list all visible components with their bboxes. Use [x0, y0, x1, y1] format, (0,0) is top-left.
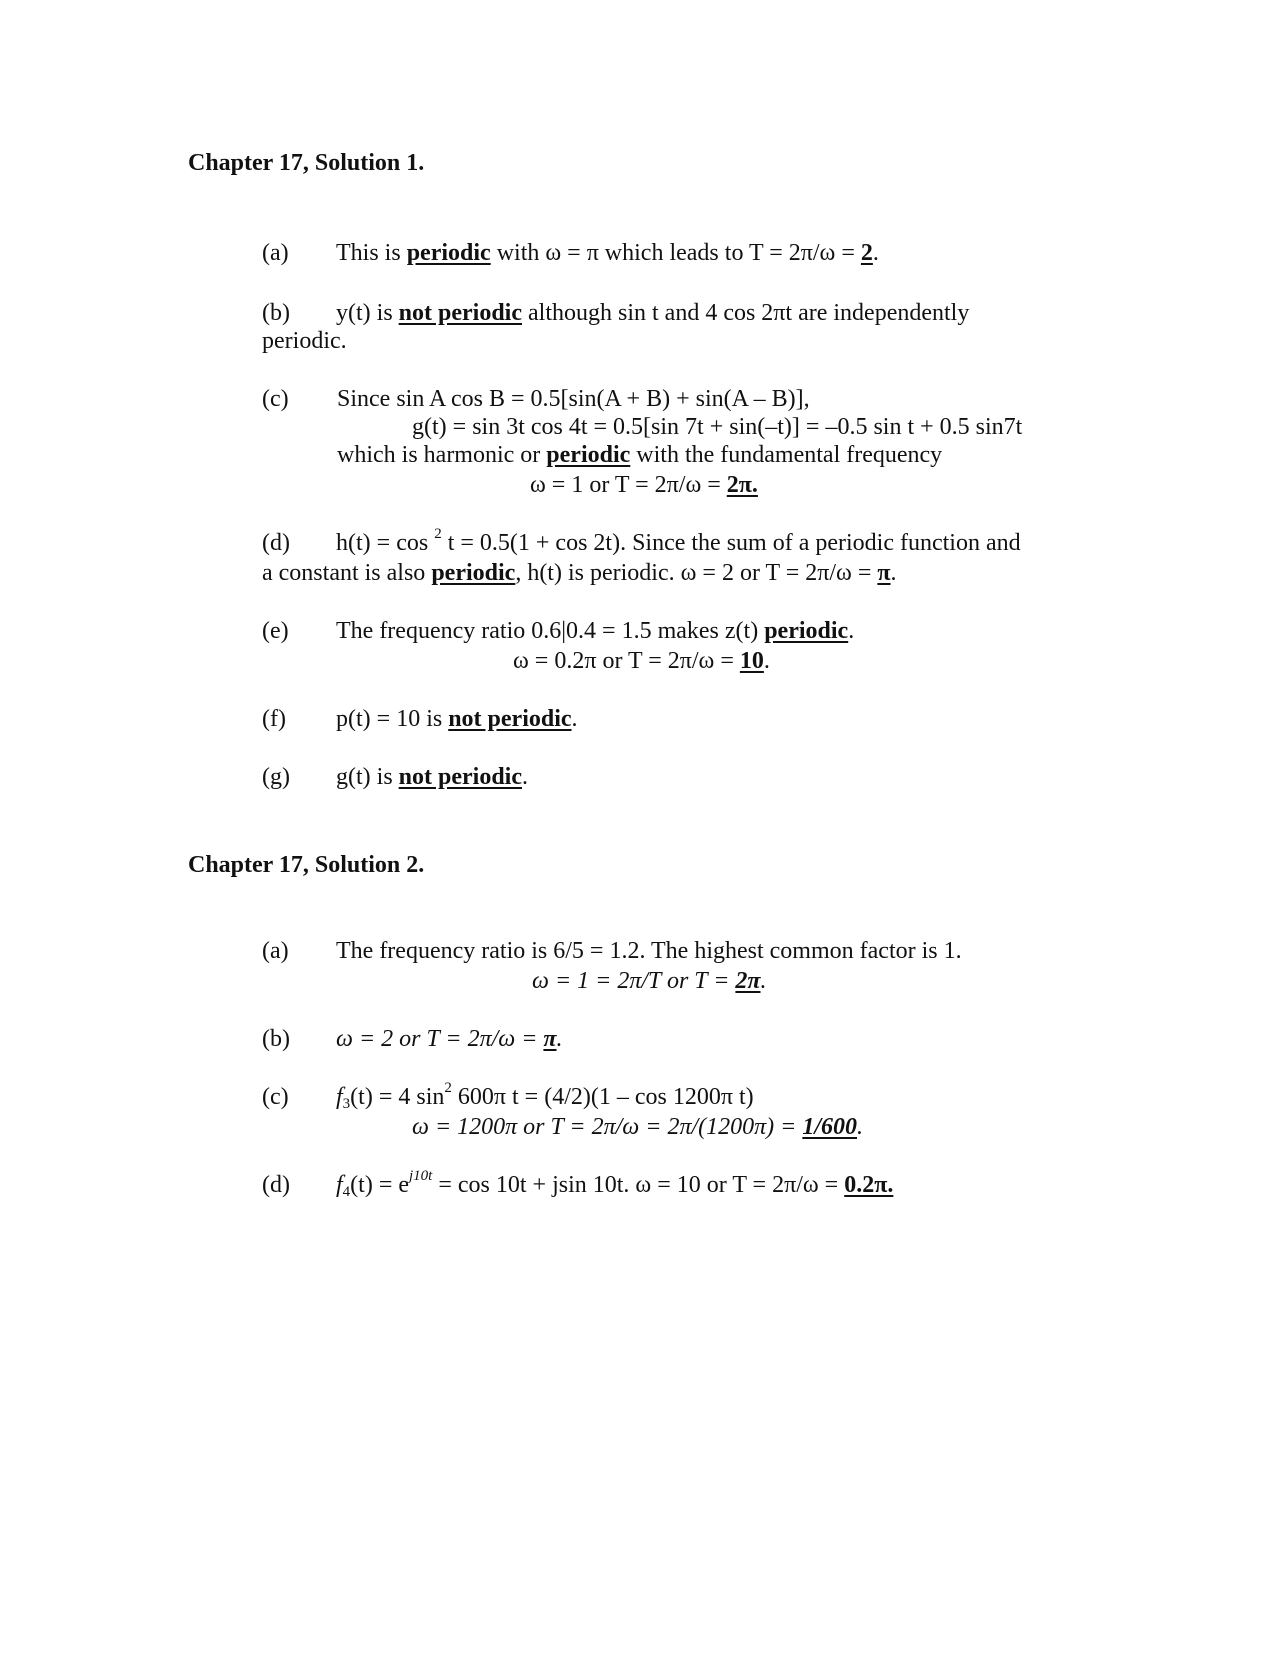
s2-part-b-text: ω = 2 or T = 2π/ω = π.	[336, 1026, 563, 1052]
s1-part-g-text: g(t) is not periodic.	[336, 764, 528, 790]
s1-part-e-text: The frequency ratio 0.6|0.4 = 1.5 makes z(t) periodic.	[336, 618, 855, 644]
solution-2-heading: Chapter 17, Solution 2.	[188, 852, 425, 878]
part-c-label: (c)	[262, 386, 289, 412]
part-b-label: (b)	[262, 1026, 290, 1052]
s1-part-c-line2: g(t) = sin 3t cos 4t = 0.5[sin 7t + sin(–t)] = –0.5 sin t + 0.5 sin7t	[412, 414, 1023, 440]
s2-part-c-line1: $f_3(t) = 4$ $\sin^2 600\pi$ t = (4/2)(1 – cos 1200π t)	[336, 1080, 754, 1112]
s2-part-a-line2: ω = 1 = 2π/T or T = 2π.	[532, 968, 767, 994]
s1-part-d-line2: a constant is also periodic, h(t) is periodic. ω = 2 or T = 2π/ω = π.	[262, 560, 897, 586]
s1-part-a-text: This is periodic with ω = π which leads to T = 2π/ω = 2.	[336, 240, 879, 266]
s2-part-a-line1: The frequency ratio is 6/5 = 1.2. The highest common factor is 1.	[336, 938, 962, 964]
part-e-label: (e)	[262, 618, 289, 644]
s1-part-b-text-line2: periodic.	[262, 328, 347, 354]
part-b-label: (b)	[262, 300, 290, 326]
part-f-label: (f)	[262, 706, 286, 732]
s1-part-c-line3: which is harmonic or periodic with the fundamental frequency	[337, 442, 943, 468]
s2-part-c-line2: ω = 1200π or T = 2π/ω = 2π/(1200π) = 1/600.	[412, 1114, 864, 1140]
s1-part-e-line2: ω = 0.2π or T = 2π/ω = 10.	[513, 648, 770, 674]
s1-part-c-line1: Since sin A cos B = 0.5[sin(A + B) + sin(A – B)],	[337, 386, 810, 412]
s2-part-d-text: $f_4(t) = e^{j10t} = \cos 10t + jsin$ 10t. ω = 10 or T = 2π/ω = 0.2π.	[336, 1168, 894, 1200]
part-d-label: (d)	[262, 1172, 290, 1198]
part-g-label: (g)	[262, 764, 290, 790]
part-d-label: (d)	[262, 530, 290, 556]
s1-part-d-text: h(t) = cos $^2$ t = 0.5(1 + cos 2t). Since the sum of a periodic function and	[336, 526, 1021, 556]
s1-part-b-text: y(t) is not periodic although sin t and 4 cos 2πt are independently	[336, 300, 970, 326]
s1-part-c-line4: ω = 1 or T = 2π/ω = 2π.	[530, 472, 758, 498]
part-a-label: (a)	[262, 240, 289, 266]
solution-1-heading: Chapter 17, Solution 1.	[188, 150, 425, 176]
part-c-label: (c)	[262, 1084, 289, 1110]
part-a-label: (a)	[262, 938, 289, 964]
s1-part-f-text: p(t) = 10 is not periodic.	[336, 706, 578, 732]
